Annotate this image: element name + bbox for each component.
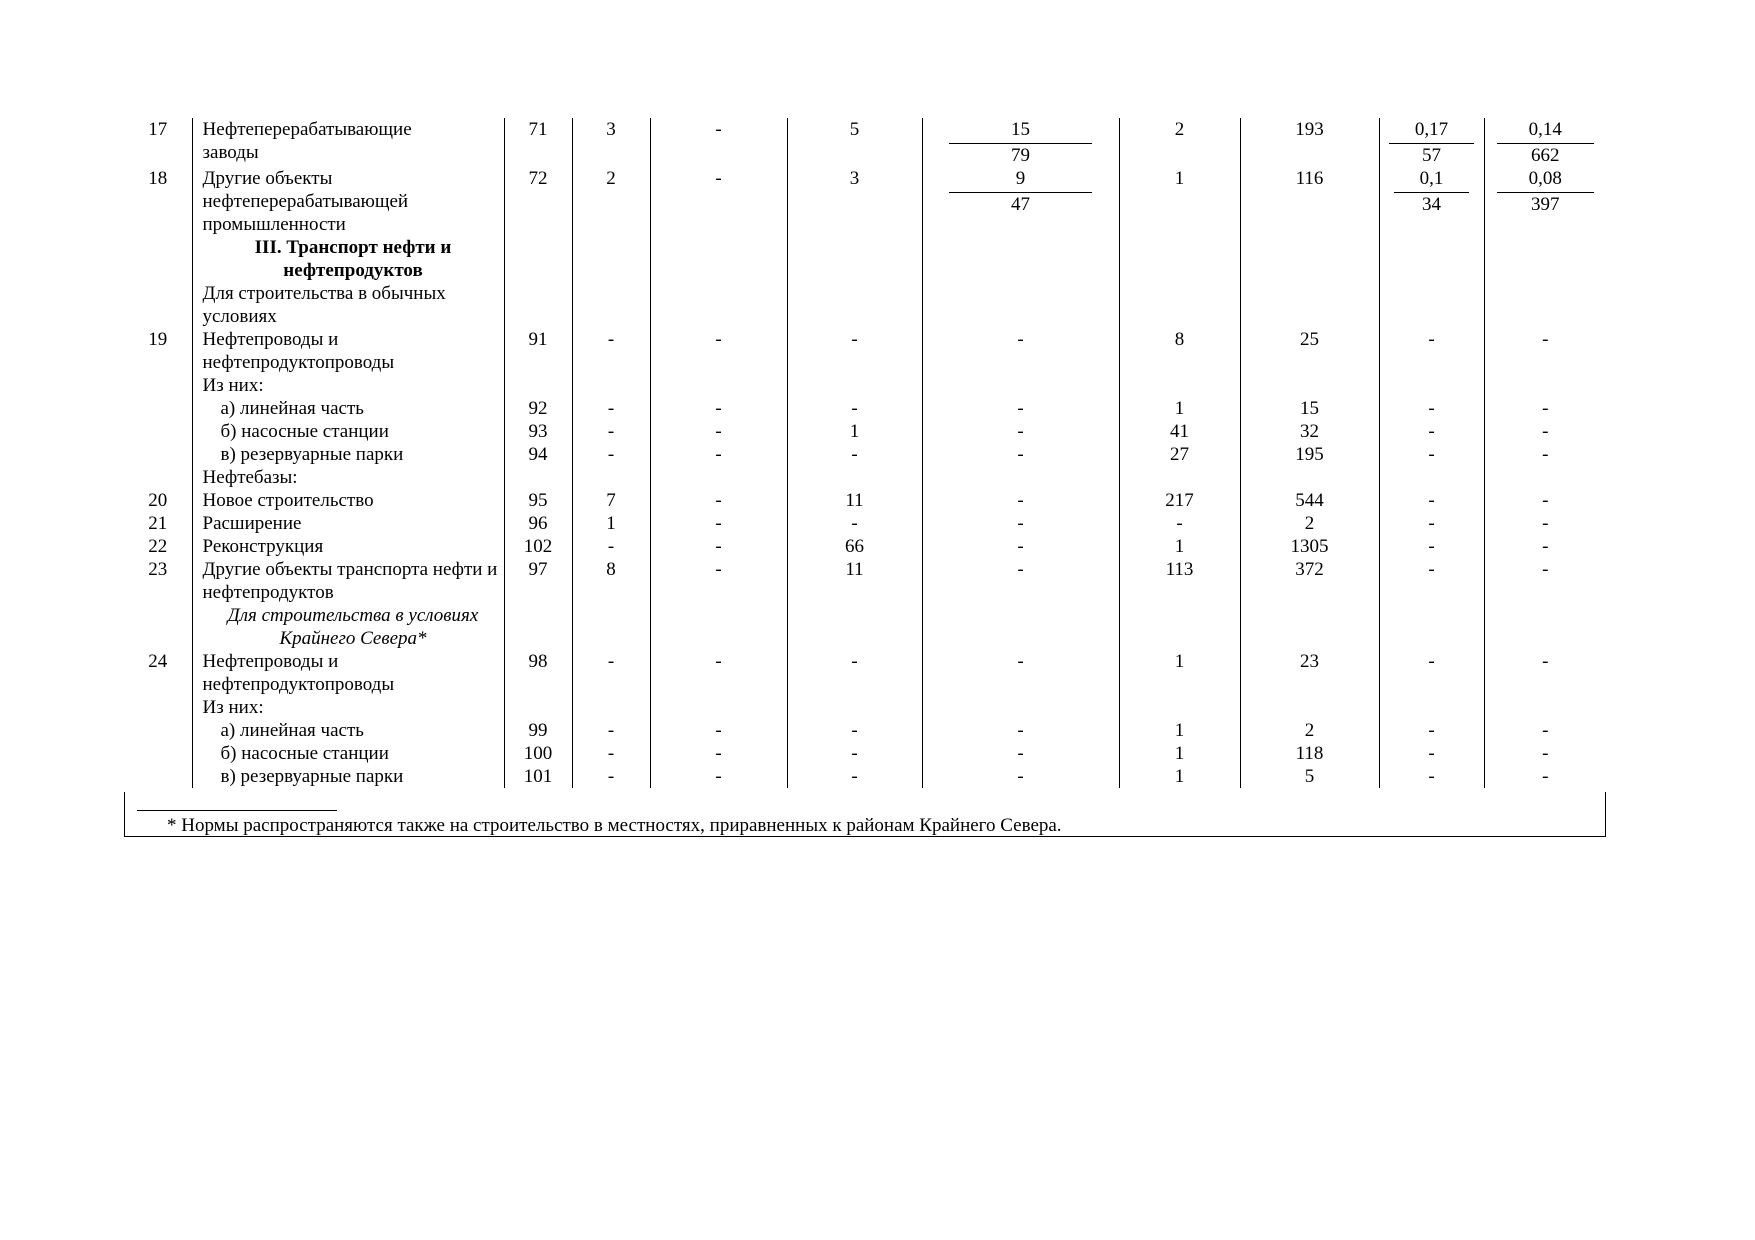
fraction-numerator: 15 xyxy=(1011,119,1030,140)
name-line: промышленности xyxy=(202,214,346,235)
fraction-cell xyxy=(1379,167,1484,236)
subheading-row xyxy=(124,604,1606,650)
norms-table xyxy=(124,118,1606,788)
value-cell: - xyxy=(922,765,1119,788)
value-cell: 544 xyxy=(1240,489,1379,512)
value-cell: - xyxy=(787,443,922,466)
row-number: 19 xyxy=(148,329,168,350)
value-cell: 15 xyxy=(1240,397,1379,420)
code-cell: 93 xyxy=(504,420,572,443)
row-number: 18 xyxy=(148,168,168,189)
value-cell: 118 xyxy=(1240,742,1379,765)
fraction-cell xyxy=(1379,118,1484,167)
object-name: б) насосные станции xyxy=(192,420,504,443)
table-row xyxy=(124,558,1606,604)
name-line: заводы xyxy=(202,142,259,163)
fraction-numerator: 0,17 xyxy=(1414,119,1449,140)
value-cell: 1 xyxy=(1119,167,1240,236)
table-row xyxy=(124,118,1606,167)
table-row xyxy=(124,765,1606,788)
value-cell: - xyxy=(787,765,922,788)
value-cell: - xyxy=(1484,489,1606,512)
table-row xyxy=(124,650,1606,696)
value-cell: 1 xyxy=(1119,650,1240,696)
code-cell: 101 xyxy=(504,765,572,788)
value-cell: 217 xyxy=(1119,489,1240,512)
name-line: нефтеперерабатывающей xyxy=(202,191,409,212)
value-cell: 1 xyxy=(1119,742,1240,765)
fraction-numerator: 0,1 xyxy=(1419,168,1444,189)
object-name: б) насосные станции xyxy=(192,742,504,765)
code-cell: 100 xyxy=(504,742,572,765)
object-name: Нефтепроводы и нефтепродуктопроводы xyxy=(192,650,504,696)
code-cell: 96 xyxy=(504,512,572,535)
value-cell: - xyxy=(1379,512,1484,535)
row-number: 21 xyxy=(148,513,168,534)
value-cell: - xyxy=(1484,420,1606,443)
value-cell: - xyxy=(922,535,1119,558)
fraction xyxy=(1389,118,1474,167)
value-cell: 116 xyxy=(1240,167,1379,236)
row-number: 23 xyxy=(148,559,168,580)
code-cell: 99 xyxy=(504,719,572,742)
value-cell: - xyxy=(572,397,650,420)
value-cell: 11 xyxy=(787,558,922,604)
value-cell: - xyxy=(922,650,1119,696)
value-cell: - xyxy=(787,512,922,535)
table-row xyxy=(124,489,1606,512)
value-cell: 8 xyxy=(1119,328,1240,374)
table-row xyxy=(124,535,1606,558)
fraction xyxy=(949,167,1092,216)
object-name: Расширение xyxy=(192,512,504,535)
table-row xyxy=(124,719,1606,742)
code-cell: 95 xyxy=(504,489,572,512)
object-name: Новое строительство xyxy=(192,489,504,512)
value-cell: 3 xyxy=(787,167,922,236)
footnote-box xyxy=(124,792,1606,837)
value-cell: - xyxy=(1379,742,1484,765)
value-cell: - xyxy=(650,328,787,374)
fraction-cell xyxy=(1484,118,1606,167)
norms-table-sheet xyxy=(124,118,1606,788)
object-name: Реконструкция xyxy=(192,535,504,558)
table-row xyxy=(124,167,1606,236)
table-row xyxy=(124,420,1606,443)
code-cell: 92 xyxy=(504,397,572,420)
name-line: Другие объекты xyxy=(202,168,333,189)
fraction-denominator: 34 xyxy=(1394,192,1470,216)
object-name: а) линейная часть xyxy=(192,397,504,420)
value-cell: - xyxy=(787,328,922,374)
value-cell: - xyxy=(572,719,650,742)
value-cell: 113 xyxy=(1119,558,1240,604)
value-cell: - xyxy=(572,650,650,696)
value-cell: - xyxy=(1484,650,1606,696)
value-cell: - xyxy=(572,443,650,466)
value-cell: 3 xyxy=(572,118,650,167)
value-cell: - xyxy=(650,489,787,512)
value-cell: - xyxy=(650,118,787,167)
fraction-numerator: 9 xyxy=(1015,168,1026,189)
value-cell: - xyxy=(572,765,650,788)
fraction-denominator: 397 xyxy=(1497,192,1594,216)
fraction xyxy=(1394,167,1470,216)
code-cell: 71 xyxy=(504,118,572,167)
value-cell: - xyxy=(1379,397,1484,420)
fraction xyxy=(949,118,1092,167)
value-cell: 1 xyxy=(1119,765,1240,788)
object-name: а) линейная часть xyxy=(192,719,504,742)
value-cell: 23 xyxy=(1240,650,1379,696)
subheading-normal-conditions: Для строительства в обычных условиях xyxy=(192,282,504,328)
value-cell: - xyxy=(922,443,1119,466)
row-number: 17 xyxy=(148,119,168,140)
value-cell: - xyxy=(1379,328,1484,374)
object-name: в) резервуарные парки xyxy=(192,443,504,466)
value-cell: 32 xyxy=(1240,420,1379,443)
value-cell: - xyxy=(922,420,1119,443)
value-cell: - xyxy=(650,420,787,443)
value-cell: - xyxy=(650,535,787,558)
value-cell: - xyxy=(922,719,1119,742)
value-cell: - xyxy=(1119,512,1240,535)
fraction-denominator: 662 xyxy=(1497,143,1594,167)
code-cell: 91 xyxy=(504,328,572,374)
fraction-numerator: 0,08 xyxy=(1528,168,1562,189)
value-cell: - xyxy=(922,558,1119,604)
value-cell: 1 xyxy=(1119,719,1240,742)
value-cell: - xyxy=(1379,489,1484,512)
value-cell: - xyxy=(922,397,1119,420)
value-cell: - xyxy=(650,765,787,788)
object-name: Нефтепроводы и нефтепродуктопроводы xyxy=(192,328,504,374)
value-cell: 2 xyxy=(572,167,650,236)
footnote-rule xyxy=(137,810,337,811)
value-cell: 2 xyxy=(1119,118,1240,167)
row-number: 20 xyxy=(148,490,168,511)
value-cell: 372 xyxy=(1240,558,1379,604)
value-cell: - xyxy=(1484,765,1606,788)
value-cell: - xyxy=(1484,512,1606,535)
value-cell: 25 xyxy=(1240,328,1379,374)
section-heading-row xyxy=(124,236,1606,282)
value-cell: - xyxy=(650,397,787,420)
value-cell: - xyxy=(1484,443,1606,466)
row-number: 22 xyxy=(148,536,168,557)
value-cell: - xyxy=(650,742,787,765)
subheading-far-north: Для строительства в условиях Крайнего Севера* xyxy=(192,604,504,650)
subheading-row xyxy=(124,282,1606,328)
fraction-numerator: 0,14 xyxy=(1528,119,1562,140)
value-cell: - xyxy=(787,719,922,742)
value-cell: - xyxy=(1379,443,1484,466)
name-line: Нефтеперерабатывающие xyxy=(202,119,412,140)
subheading-row xyxy=(124,374,1606,397)
value-cell: 195 xyxy=(1240,443,1379,466)
value-cell: - xyxy=(787,742,922,765)
value-cell: 41 xyxy=(1119,420,1240,443)
footnote: * Нормы распространяются также на строительство в местностях, приравненных к районам Крайнего Севера. xyxy=(167,815,1062,836)
value-cell: - xyxy=(922,489,1119,512)
fraction xyxy=(1497,118,1594,167)
value-cell: - xyxy=(922,328,1119,374)
value-cell: - xyxy=(572,742,650,765)
value-cell: 1 xyxy=(1119,535,1240,558)
code-cell: 97 xyxy=(504,558,572,604)
subheading-row xyxy=(124,466,1606,489)
value-cell: - xyxy=(650,167,787,236)
value-cell: - xyxy=(572,420,650,443)
value-cell: - xyxy=(1484,397,1606,420)
fraction xyxy=(1497,167,1594,216)
value-cell: 8 xyxy=(572,558,650,604)
value-cell: - xyxy=(1484,742,1606,765)
code-cell: 72 xyxy=(504,167,572,236)
value-cell: - xyxy=(1379,650,1484,696)
value-cell: - xyxy=(787,650,922,696)
value-cell: - xyxy=(572,535,650,558)
value-cell: - xyxy=(650,512,787,535)
value-cell: 27 xyxy=(1119,443,1240,466)
value-cell: 11 xyxy=(787,489,922,512)
value-cell: 193 xyxy=(1240,118,1379,167)
table-row xyxy=(124,443,1606,466)
of-them-label: Из них: xyxy=(192,374,504,397)
value-cell: 1 xyxy=(572,512,650,535)
value-cell: - xyxy=(1484,535,1606,558)
value-cell: 2 xyxy=(1240,719,1379,742)
table-row xyxy=(124,742,1606,765)
value-cell: - xyxy=(650,558,787,604)
value-cell: - xyxy=(1484,328,1606,374)
table-row xyxy=(124,328,1606,374)
value-cell: - xyxy=(572,328,650,374)
section-heading: III. Транспорт нефти и нефтепродуктов xyxy=(192,236,504,282)
oil-bases-label: Нефтебазы: xyxy=(192,466,504,489)
value-cell: 1305 xyxy=(1240,535,1379,558)
value-cell: - xyxy=(922,742,1119,765)
object-name: Другие объекты транспорта нефти и нефтепродуктов xyxy=(192,558,504,604)
value-cell: - xyxy=(650,650,787,696)
value-cell: - xyxy=(1379,420,1484,443)
table-row xyxy=(124,512,1606,535)
code-cell: 94 xyxy=(504,443,572,466)
fraction-denominator: 79 xyxy=(949,143,1092,167)
value-cell: - xyxy=(1379,765,1484,788)
value-cell: - xyxy=(922,512,1119,535)
of-them-label: Из них: xyxy=(192,696,504,719)
value-cell: - xyxy=(1379,719,1484,742)
value-cell: - xyxy=(1379,535,1484,558)
fraction-cell xyxy=(922,167,1119,236)
value-cell: - xyxy=(1484,558,1606,604)
value-cell: - xyxy=(650,443,787,466)
value-cell: 66 xyxy=(787,535,922,558)
value-cell: 2 xyxy=(1240,512,1379,535)
fraction-cell xyxy=(1484,167,1606,236)
value-cell: 5 xyxy=(1240,765,1379,788)
code-cell: 102 xyxy=(504,535,572,558)
value-cell: 1 xyxy=(787,420,922,443)
subheading-row xyxy=(124,696,1606,719)
value-cell: - xyxy=(650,719,787,742)
value-cell: - xyxy=(1379,558,1484,604)
row-number: 24 xyxy=(148,651,168,672)
table-row xyxy=(124,397,1606,420)
object-name xyxy=(192,167,504,236)
value-cell: - xyxy=(787,397,922,420)
code-cell: 98 xyxy=(504,650,572,696)
value-cell: - xyxy=(1484,719,1606,742)
value-cell: 5 xyxy=(787,118,922,167)
fraction-cell xyxy=(922,118,1119,167)
fraction-denominator: 57 xyxy=(1389,143,1474,167)
fraction-denominator: 47 xyxy=(949,192,1092,216)
value-cell: 7 xyxy=(572,489,650,512)
object-name xyxy=(192,118,504,167)
value-cell: 1 xyxy=(1119,397,1240,420)
object-name: в) резервуарные парки xyxy=(192,765,504,788)
